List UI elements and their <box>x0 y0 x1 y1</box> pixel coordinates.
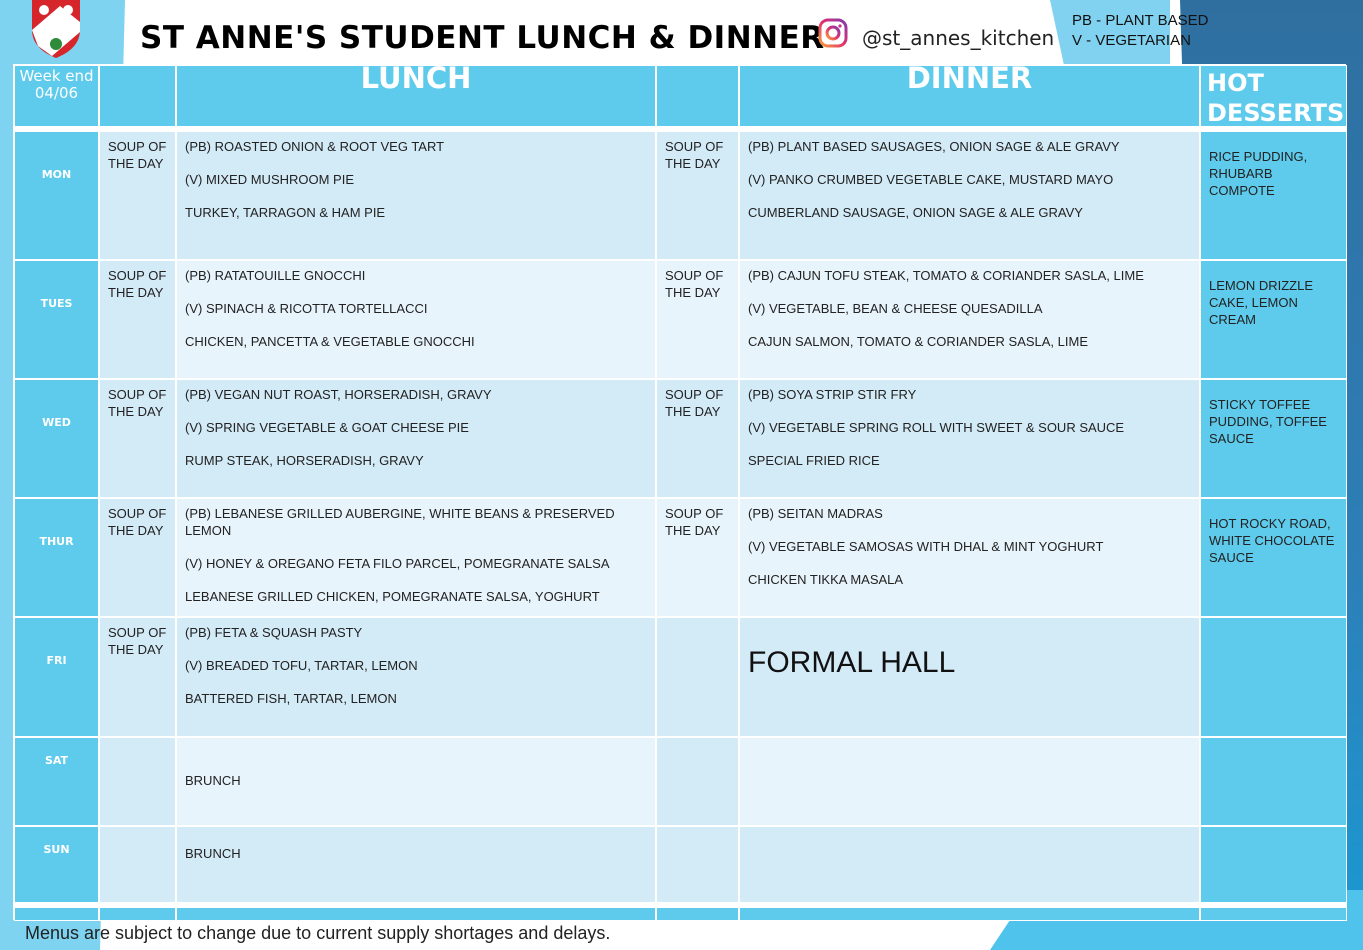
dish: TURKEY, TARRAGON & HAM PIE <box>185 205 386 220</box>
day-label: MON <box>14 131 99 260</box>
dinner-soup: SOUP OF THE DAY <box>656 260 739 379</box>
dessert: STICKY TOFFEE PUDDING, TOFFEE SAUCE <box>1200 379 1347 498</box>
footer-strip <box>1200 907 1347 921</box>
lunch-dishes: BRUNCH <box>176 737 656 826</box>
dinner-dishes <box>739 379 1200 498</box>
dish: (V) SPRING VEGETABLE & GOAT CHEESE PIE <box>185 420 469 435</box>
dish: (V) VEGETABLE, BEAN & CHEESE QUESADILLA <box>748 301 1043 316</box>
week-label: Week end 04/06 <box>14 65 99 127</box>
dessert: LEMON DRIZZLE CAKE, LEMON CREAM <box>1200 260 1347 379</box>
dinner-soup <box>656 826 739 903</box>
dish: BATTERED FISH, TARTAR, LEMON <box>185 691 397 706</box>
dish: (V) BREADED TOFU, TARTAR, LEMON <box>185 658 418 673</box>
legend-pb: PB - PLANT BASED <box>1072 12 1209 29</box>
dinner-dishes <box>739 826 1200 903</box>
dish: (PB) SEITAN MADRAS <box>748 506 883 521</box>
dinner-dishes <box>739 131 1200 260</box>
dessert <box>1200 826 1347 903</box>
dish: CHICKEN, PANCETTA & VEGETABLE GNOCCHI <box>185 334 475 349</box>
dish: (PB) LEBANESE GRILLED AUBERGINE, WHITE BEANS & PRESERVED LEMON <box>185 506 615 538</box>
dish: (PB) CAJUN TOFU STEAK, TOMATO & CORIANDER SASLA, LIME <box>748 268 1144 283</box>
dessert: RICE PUDDING, RHUBARB COMPOTE <box>1200 131 1347 260</box>
lunch-soup: SOUP OF THE DAY <box>99 498 176 617</box>
dish: LEBANESE GRILLED CHICKEN, POMEGRANATE SALSA, YOGHURT <box>185 589 600 604</box>
page-title: ST ANNE'S STUDENT LUNCH & DINNER <box>140 20 825 56</box>
lunch-soup <box>99 826 176 903</box>
dinner-soup: SOUP OF THE DAY <box>656 379 739 498</box>
footer-strip <box>99 907 176 921</box>
desserts-header: HOT DESSERTS <box>1200 65 1347 127</box>
dessert <box>1200 737 1347 826</box>
footer-strip <box>656 907 739 921</box>
lunch-dishes <box>176 260 656 379</box>
lunch-header: LUNCH <box>176 65 656 127</box>
dinner-dishes <box>739 260 1200 379</box>
dish: SPECIAL FRIED RICE <box>748 453 880 468</box>
day-label: SUN <box>14 826 99 903</box>
lunch-dishes: BRUNCH <box>176 826 656 903</box>
dinner-soup <box>656 737 739 826</box>
dish: (V) VEGETABLE SAMOSAS WITH DHAL & MINT YOGHURT <box>748 539 1104 554</box>
dish: (V) MIXED MUSHROOM PIE <box>185 172 355 187</box>
dinner-dishes: FORMAL HALL <box>739 617 1200 737</box>
dinner-soup: SOUP OF THE DAY <box>656 498 739 617</box>
legend <box>1072 11 1208 51</box>
college-crest-logo <box>30 0 82 58</box>
dish: CUMBERLAND SAUSAGE, ONION SAGE & ALE GRAVY <box>748 205 1083 220</box>
dish: (PB) VEGAN NUT ROAST, HORSERADISH, GRAVY <box>185 387 492 402</box>
day-label: SAT <box>14 737 99 826</box>
dish: (V) SPINACH & RICOTTA TORTELLACCI <box>185 301 428 316</box>
menu-table <box>13 64 1346 920</box>
dish: (PB) FETA & SQUASH PASTY <box>185 625 363 640</box>
day-label: TUES <box>14 260 99 379</box>
lunch-soup: SOUP OF THE DAY <box>99 617 176 737</box>
lunch-dishes <box>176 617 656 737</box>
header-blank <box>656 65 739 127</box>
dinner-dishes <box>739 498 1200 617</box>
dinner-dishes <box>739 737 1200 826</box>
lunch-soup: SOUP OF THE DAY <box>99 379 176 498</box>
dessert <box>1200 617 1347 737</box>
lunch-soup <box>99 737 176 826</box>
dinner-soup: SOUP OF THE DAY <box>656 131 739 260</box>
header-blank <box>99 65 176 127</box>
legend-v: V - VEGETARIAN <box>1072 32 1191 49</box>
dish: CAJUN SALMON, TOMATO & CORIANDER SASLA, LIME <box>748 334 1088 349</box>
dish: (V) PANKO CRUMBED VEGETABLE CAKE, MUSTARD MAYO <box>748 172 1114 187</box>
day-label: THUR <box>14 498 99 617</box>
dish: (V) HONEY & OREGANO FETA FILO PARCEL, POMEGRANATE SALSA <box>185 556 610 571</box>
footer-note: Menus are subject to change due to current supply shortages and delays. <box>25 923 611 943</box>
dish: (PB) SOYA STRIP STIR FRY <box>748 387 917 402</box>
dessert: HOT ROCKY ROAD, WHITE CHOCOLATE SAUCE <box>1200 498 1347 617</box>
dish: RUMP STEAK, HORSERADISH, GRAVY <box>185 453 424 468</box>
day-label: FRI <box>14 617 99 737</box>
dish: CHICKEN TIKKA MASALA <box>748 572 904 587</box>
dinner-header: DINNER <box>739 65 1200 127</box>
dish: (PB) RATATOUILLE GNOCCHI <box>185 268 366 283</box>
dinner-soup <box>656 617 739 737</box>
lunch-dishes <box>176 498 656 617</box>
footer-strip <box>739 907 1200 921</box>
lunch-dishes <box>176 131 656 260</box>
instagram-icon <box>818 18 848 48</box>
dish: (PB) PLANT BASED SAUSAGES, ONION SAGE & ALE GRAVY <box>748 139 1120 154</box>
dish: (PB) ROASTED ONION & ROOT VEG TART <box>185 139 445 154</box>
lunch-soup: SOUP OF THE DAY <box>99 260 176 379</box>
instagram-handle: @st_annes_kitchen <box>862 26 1055 50</box>
dish: (V) VEGETABLE SPRING ROLL WITH SWEET & SOUR SAUCE <box>748 420 1125 435</box>
lunch-soup: SOUP OF THE DAY <box>99 131 176 260</box>
footer-strip <box>176 907 656 921</box>
footer-strip <box>14 907 99 921</box>
day-label: WED <box>14 379 99 498</box>
lunch-dishes <box>176 379 656 498</box>
